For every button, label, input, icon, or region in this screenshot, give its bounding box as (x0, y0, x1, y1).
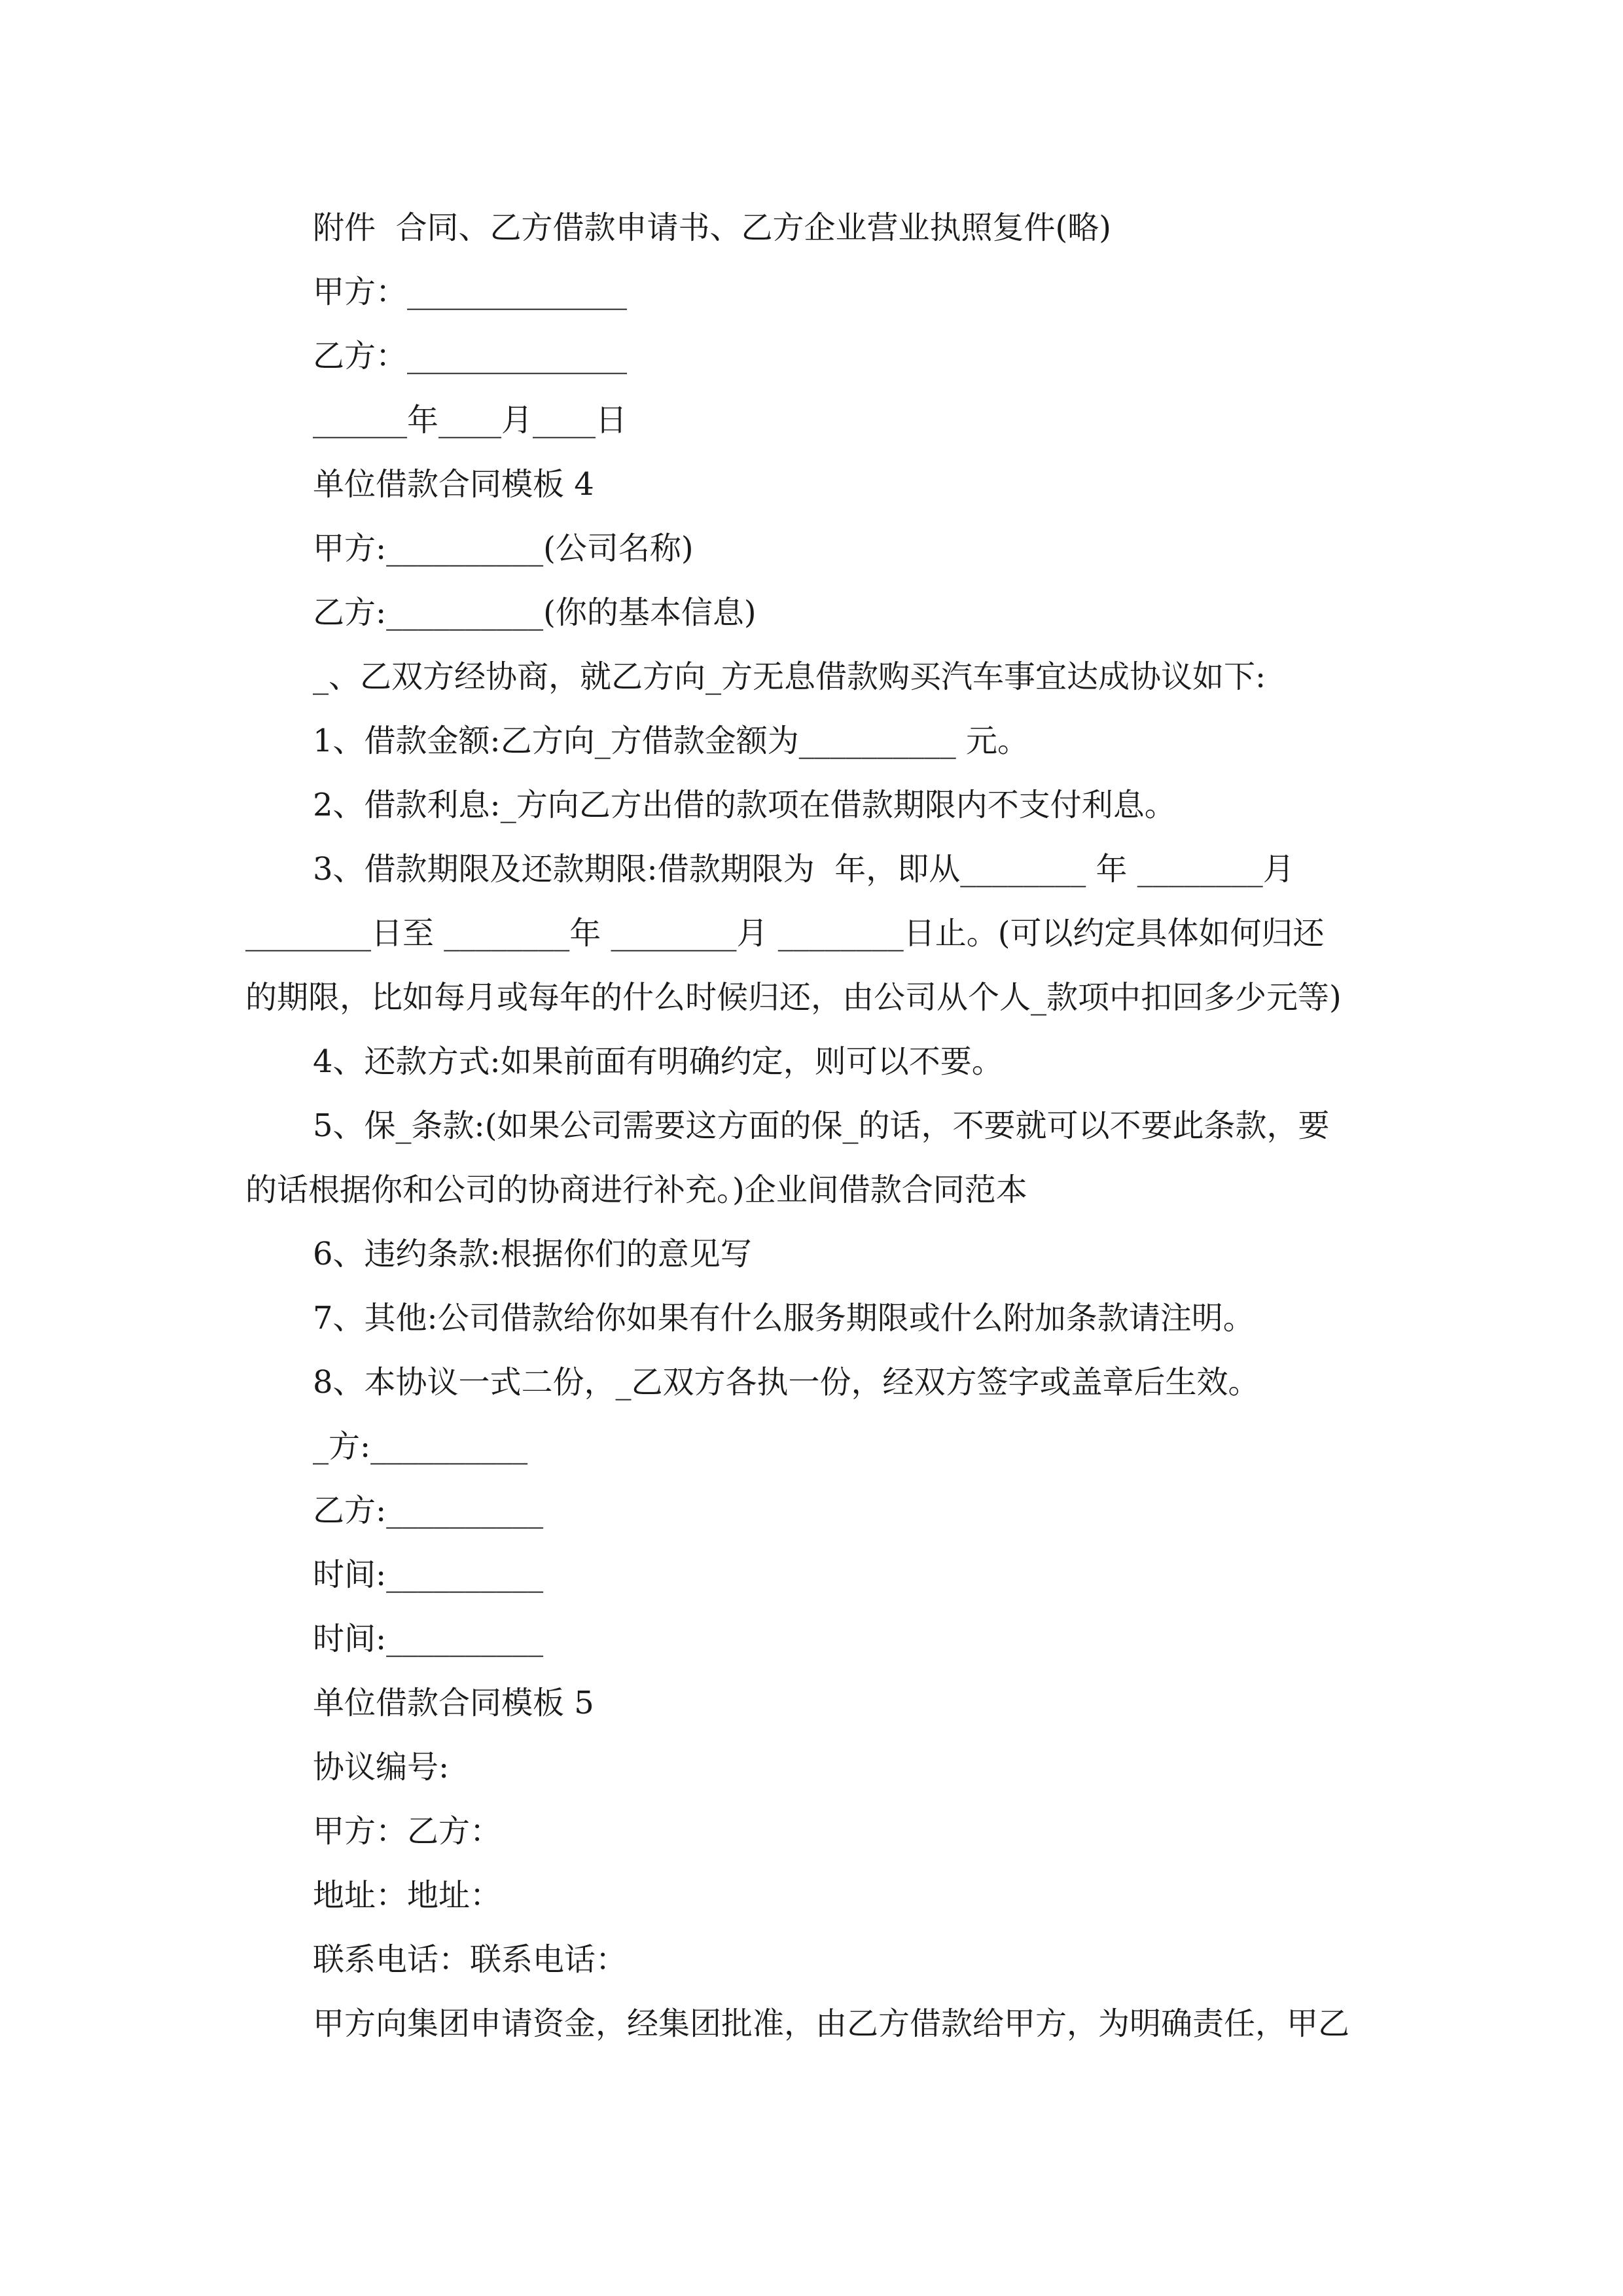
text-line (0, 593, 1623, 632)
text-line (0, 721, 1623, 761)
text-line-content: 乙方：______________ (313, 338, 628, 374)
text-line-content: 6、违约条款:根据你们的意见写 (313, 1236, 752, 1272)
text-line (0, 336, 1623, 376)
text-line-content: 的话根据你和公司的协商进行补充。)企业间借款合同范本 (245, 1172, 1027, 1208)
text-line-content: ________日至 ________年 ________月 ________日止。(可以约定具体如何归还 (245, 915, 1325, 952)
text-line (0, 2004, 1623, 2043)
text-line-content: 甲方:__________(公司名称) (313, 530, 694, 567)
text-line-content: 3、借款期限及还款期限:借款期限为 年，即从________ 年 ________月 (313, 851, 1294, 888)
text-line (0, 1748, 1623, 1787)
text-line-content: 4、还款方式:如果前面有明确约定，则可以不要。 (313, 1043, 1003, 1080)
text-line (0, 1299, 1623, 1338)
text-line-content: 甲方：______________ (313, 274, 628, 310)
text-line (0, 785, 1623, 825)
text-line-content: 甲方：乙方： (313, 1813, 502, 1850)
section-heading (0, 465, 1623, 504)
text-line-content: 7、其他:公司借款给你如果有什么服务期限或什么附加条款请注明。 (313, 1300, 1255, 1336)
text-line (0, 1876, 1623, 1915)
text-line-content: 附件 合同、乙方借款申请书、乙方企业营业执照复件(略) (313, 209, 1111, 246)
text-line (0, 529, 1623, 568)
text-line-content: 乙方:__________(你的基本信息) (313, 594, 757, 631)
text-line-content: 地址：地址： (313, 1877, 502, 1914)
text-line (0, 1170, 1623, 1210)
text-line (0, 272, 1623, 312)
text-line (0, 978, 1623, 1017)
text-line (0, 1940, 1623, 1979)
text-line-content: 联系电话：联系电话： (313, 1941, 628, 1978)
text-line (0, 1491, 1623, 1530)
section-heading-text: 单位借款合同模板 5 (313, 1685, 594, 1721)
text-line-content: 协议编号: (313, 1749, 450, 1785)
text-line (0, 401, 1623, 440)
text-line-content: 的期限，比如每月或每年的什么时候归还，由公司从个人_款项中扣回多少元等) (245, 979, 1342, 1016)
text-line (0, 657, 1623, 696)
text-line-content: 甲方向集团申请资金，经集团批准，由乙方借款给甲方，为明确责任，甲乙 (313, 2005, 1350, 2042)
text-line-content: 1、借款金额:乙方向_方借款金额为__________ 元。 (313, 723, 1029, 759)
section-heading (0, 1683, 1623, 1723)
text-line (0, 1363, 1623, 1402)
text-line-content: 时间:__________ (313, 1556, 544, 1593)
text-line-content: 2、借款利息:_方向乙方出借的款项在借款期限内不支付利息。 (313, 787, 1176, 823)
text-line (0, 1619, 1623, 1659)
text-line (0, 914, 1623, 953)
text-line-content: ______年____月____日 (313, 402, 628, 439)
text-line (0, 1812, 1623, 1851)
text-line (0, 850, 1623, 889)
text-line-content: _、乙双方经协商，就乙方向_方无息借款购买汽车事宜达成协议如下: (313, 658, 1266, 695)
text-line (0, 1106, 1623, 1145)
text-line-content: 乙方:__________ (313, 1492, 544, 1529)
text-line (0, 1234, 1623, 1274)
section-heading-text: 单位借款合同模板 4 (313, 466, 594, 503)
text-line-content: 8、本协议一式二份，_乙双方各执一份，经双方签字或盖章后生效。 (313, 1364, 1260, 1401)
text-line-content: _方:__________ (313, 1428, 528, 1465)
text-line (0, 1427, 1623, 1466)
text-line (0, 208, 1623, 247)
text-line (0, 1042, 1623, 1081)
text-line-content: 5、保_条款:(如果公司需要这方面的保_的话，不要就可以不要此条款，要 (313, 1107, 1330, 1144)
text-line (0, 1555, 1623, 1594)
text-line-content: 时间:__________ (313, 1621, 544, 1657)
